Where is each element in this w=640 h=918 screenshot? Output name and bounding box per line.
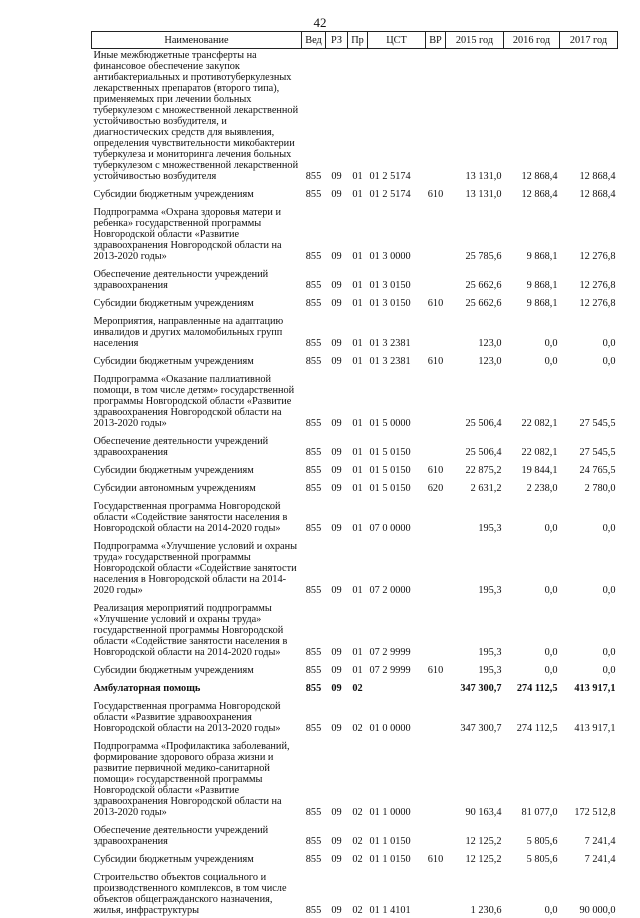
row-pr: 01 <box>348 202 368 264</box>
row-value-2017: 172 512,8 <box>560 736 618 820</box>
header-2016: 2016 год <box>504 32 560 49</box>
row-vr <box>426 496 446 536</box>
row-name: Обеспечение деятельности учреждений здравоохранения <box>92 431 302 460</box>
row-value-2015: 2 631,2 <box>446 478 504 496</box>
row-value-2016: 12 868,4 <box>504 184 560 202</box>
row-pr: 02 <box>348 849 368 867</box>
row-value-2015: 123,0 <box>446 351 504 369</box>
row-ved: 855 <box>302 369 326 431</box>
row-pr: 01 <box>348 311 368 351</box>
table-row <box>92 660 618 678</box>
header-ved: Вед <box>302 32 326 49</box>
row-rz: 09 <box>326 264 348 293</box>
row-value-2015: 123,0 <box>446 311 504 351</box>
row-vr <box>426 369 446 431</box>
row-value-2016: 12 868,4 <box>504 49 560 185</box>
table-row <box>92 202 618 264</box>
row-cst: 01 3 0150 <box>368 293 426 311</box>
row-cst: 07 2 9999 <box>368 660 426 678</box>
row-name: Подпрограмма «Профилактика заболеваний, формирование здорового образа жизни и развитие первичной медико-санитарной помощи» государственной программы Новгородской области «Развитие здравоохранения Новгородской области на 2013-2020 годы» <box>92 736 302 820</box>
row-ved: 855 <box>302 311 326 351</box>
header-2015: 2015 год <box>446 32 504 49</box>
row-value-2015: 25 662,6 <box>446 264 504 293</box>
header-rz: РЗ <box>326 32 348 49</box>
budget-table <box>91 31 618 918</box>
row-pr: 01 <box>348 351 368 369</box>
row-ved: 855 <box>302 867 326 918</box>
row-name: Субсидии бюджетным учреждениям <box>92 293 302 311</box>
row-value-2017: 12 276,8 <box>560 202 618 264</box>
row-value-2017: 12 868,4 <box>560 49 618 185</box>
row-rz: 09 <box>326 536 348 598</box>
row-pr: 01 <box>348 478 368 496</box>
row-value-2016: 5 805,6 <box>504 849 560 867</box>
row-rz: 09 <box>326 311 348 351</box>
row-vr <box>426 264 446 293</box>
table-row <box>92 431 618 460</box>
row-vr: 610 <box>426 849 446 867</box>
table-body <box>92 49 618 918</box>
row-value-2016: 9 868,1 <box>504 264 560 293</box>
row-value-2017: 12 276,8 <box>560 264 618 293</box>
row-pr: 01 <box>348 369 368 431</box>
row-vr: 610 <box>426 660 446 678</box>
row-value-2017: 0,0 <box>560 598 618 660</box>
row-ved: 855 <box>302 184 326 202</box>
row-cst: 01 5 0150 <box>368 431 426 460</box>
row-rz: 09 <box>326 431 348 460</box>
row-value-2016: 0,0 <box>504 598 560 660</box>
row-vr <box>426 598 446 660</box>
row-vr: 610 <box>426 460 446 478</box>
row-pr: 01 <box>348 598 368 660</box>
table-row <box>92 496 618 536</box>
row-name: Реализация мероприятий подпрограммы «Улучшение условий и охраны труда» государственной программы Новгородской области «Содействие занятости населения в Новгородской области на 2014-2020 годы» <box>92 598 302 660</box>
table-row <box>92 736 618 820</box>
row-name: Подпрограмма «Оказание паллиативной помощи, в том числе детям» государственной программы Новгородской области «Развитие здравоохранения Новгородской области на 2013-2020 годы» <box>92 369 302 431</box>
table-row <box>92 369 618 431</box>
row-ved: 855 <box>302 351 326 369</box>
row-vr: 620 <box>426 478 446 496</box>
row-name: Государственная программа Новгородской области «Содействие занятости населения в Новгородской области на 2014-2020 годы» <box>92 496 302 536</box>
row-value-2016: 0,0 <box>504 536 560 598</box>
row-rz: 09 <box>326 184 348 202</box>
row-value-2016: 0,0 <box>504 351 560 369</box>
row-vr <box>426 696 446 736</box>
row-pr: 02 <box>348 678 368 696</box>
row-value-2015: 347 300,7 <box>446 678 504 696</box>
row-value-2017: 413 917,1 <box>560 678 618 696</box>
row-value-2016: 274 112,5 <box>504 678 560 696</box>
row-value-2015: 195,3 <box>446 660 504 678</box>
table-row <box>92 820 618 849</box>
row-value-2017: 413 917,1 <box>560 696 618 736</box>
row-rz: 09 <box>326 736 348 820</box>
row-name: Строительство объектов социального и производственного комплексов, в том числе объектов общегражданского назначения, жилья, инфраструктуры <box>92 867 302 918</box>
row-vr <box>426 736 446 820</box>
row-rz: 09 <box>326 49 348 185</box>
row-value-2015: 195,3 <box>446 536 504 598</box>
row-vr: 610 <box>426 184 446 202</box>
row-cst: 01 5 0000 <box>368 369 426 431</box>
row-pr: 02 <box>348 820 368 849</box>
row-value-2017: 24 765,5 <box>560 460 618 478</box>
row-value-2017: 0,0 <box>560 536 618 598</box>
row-value-2017: 0,0 <box>560 496 618 536</box>
row-cst: 01 3 2381 <box>368 351 426 369</box>
row-pr: 01 <box>348 49 368 185</box>
table-row <box>92 478 618 496</box>
row-vr <box>426 431 446 460</box>
row-ved: 855 <box>302 849 326 867</box>
table-row <box>92 536 618 598</box>
row-cst: 01 3 2381 <box>368 311 426 351</box>
row-cst: 07 0 0000 <box>368 496 426 536</box>
row-value-2015: 195,3 <box>446 496 504 536</box>
row-cst: 01 1 0150 <box>368 820 426 849</box>
row-rz: 09 <box>326 478 348 496</box>
row-rz: 09 <box>326 678 348 696</box>
row-value-2016: 0,0 <box>504 660 560 678</box>
row-ved: 855 <box>302 478 326 496</box>
row-rz: 09 <box>326 460 348 478</box>
row-value-2017: 0,0 <box>560 351 618 369</box>
header-name: Наименование <box>92 32 302 49</box>
row-value-2015: 12 125,2 <box>446 820 504 849</box>
row-cst: 01 3 0150 <box>368 264 426 293</box>
row-vr <box>426 49 446 185</box>
row-name: Субсидии бюджетным учреждениям <box>92 351 302 369</box>
table-row <box>92 849 618 867</box>
row-name: Государственная программа Новгородской области «Развитие здравоохранения Новгородской области на 2013-2020 годы» <box>92 696 302 736</box>
row-name: Мероприятия, направленные на адаптацию инвалидов и других маломобильных групп населения <box>92 311 302 351</box>
row-value-2017: 12 276,8 <box>560 293 618 311</box>
row-value-2016: 5 805,6 <box>504 820 560 849</box>
row-name: Подпрограмма «Охрана здоровья матери и ребенка» государственной программы Новгородской области «Развитие здравоохранения Новгородской области на 2013-2020 годы» <box>92 202 302 264</box>
row-ved: 855 <box>302 536 326 598</box>
table-row <box>92 351 618 369</box>
row-value-2017: 90 000,0 <box>560 867 618 918</box>
row-value-2015: 195,3 <box>446 598 504 660</box>
row-vr <box>426 678 446 696</box>
row-value-2015: 12 125,2 <box>446 849 504 867</box>
row-rz: 09 <box>326 351 348 369</box>
row-value-2017: 7 241,4 <box>560 849 618 867</box>
row-ved: 855 <box>302 660 326 678</box>
row-rz: 09 <box>326 369 348 431</box>
row-value-2015: 1 230,6 <box>446 867 504 918</box>
row-vr <box>426 202 446 264</box>
row-rz: 09 <box>326 867 348 918</box>
row-ved: 855 <box>302 264 326 293</box>
row-rz: 09 <box>326 849 348 867</box>
row-name: Субсидии бюджетным учреждениям <box>92 660 302 678</box>
row-value-2016: 274 112,5 <box>504 696 560 736</box>
row-value-2017: 27 545,5 <box>560 369 618 431</box>
row-value-2016: 0,0 <box>504 311 560 351</box>
row-pr: 01 <box>348 293 368 311</box>
row-value-2015: 90 163,4 <box>446 736 504 820</box>
row-pr: 01 <box>348 460 368 478</box>
table-header-row <box>92 32 618 49</box>
row-pr: 02 <box>348 696 368 736</box>
row-value-2015: 13 131,0 <box>446 49 504 185</box>
row-value-2017: 27 545,5 <box>560 431 618 460</box>
table-row <box>92 184 618 202</box>
row-value-2016: 19 844,1 <box>504 460 560 478</box>
row-cst: 01 1 4101 <box>368 867 426 918</box>
table-row <box>92 867 618 918</box>
row-ved: 855 <box>302 431 326 460</box>
row-name: Амбулаторная помощь <box>92 678 302 696</box>
row-rz: 09 <box>326 660 348 678</box>
row-cst: 07 2 0000 <box>368 536 426 598</box>
table-row <box>92 460 618 478</box>
row-name: Субсидии бюджетным учреждениям <box>92 460 302 478</box>
row-ved: 855 <box>302 202 326 264</box>
row-value-2017: 0,0 <box>560 660 618 678</box>
row-cst: 01 1 0000 <box>368 736 426 820</box>
row-value-2017: 2 780,0 <box>560 478 618 496</box>
row-name: Иные межбюджетные трансферты на финансовое обеспечение закупок антибактериальных и противотуберкулезных лекарственных препаратов (второго типа), применяемых при лечении больных туберкулезом с множественной лекарственной устойчивостью возбудителя, и диагностических средств для выявления, определения чувствительности микобактерии туберкулеза и мониторинга лечения больных туберкулезом с множественной лекарственной устойчивостью возбудителя <box>92 49 302 185</box>
row-cst: 01 3 0000 <box>368 202 426 264</box>
row-value-2015: 13 131,0 <box>446 184 504 202</box>
row-value-2016: 22 082,1 <box>504 431 560 460</box>
row-name: Субсидии бюджетным учреждениям <box>92 849 302 867</box>
table-row <box>92 311 618 351</box>
row-pr: 01 <box>348 431 368 460</box>
row-value-2015: 25 506,4 <box>446 431 504 460</box>
row-name: Обеспечение деятельности учреждений здравоохранения <box>92 264 302 293</box>
row-ved: 855 <box>302 736 326 820</box>
page-number: 42 <box>0 15 640 31</box>
table-row <box>92 264 618 293</box>
row-name: Субсидии автономным учреждениям <box>92 478 302 496</box>
row-rz: 09 <box>326 696 348 736</box>
row-cst: 01 5 0150 <box>368 478 426 496</box>
row-rz: 09 <box>326 820 348 849</box>
row-value-2017: 7 241,4 <box>560 820 618 849</box>
row-cst: 01 2 5174 <box>368 49 426 185</box>
row-cst: 01 1 0150 <box>368 849 426 867</box>
row-vr <box>426 820 446 849</box>
row-cst: 01 5 0150 <box>368 460 426 478</box>
row-pr: 01 <box>348 536 368 598</box>
row-value-2016: 2 238,0 <box>504 478 560 496</box>
row-pr: 01 <box>348 184 368 202</box>
header-cst: ЦСТ <box>368 32 426 49</box>
row-ved: 855 <box>302 696 326 736</box>
row-ved: 855 <box>302 678 326 696</box>
row-cst <box>368 678 426 696</box>
row-pr: 01 <box>348 264 368 293</box>
table-row <box>92 598 618 660</box>
row-rz: 09 <box>326 202 348 264</box>
header-2017: 2017 год <box>560 32 618 49</box>
row-value-2015: 25 785,6 <box>446 202 504 264</box>
row-cst: 01 0 0000 <box>368 696 426 736</box>
header-vr: ВР <box>426 32 446 49</box>
row-name: Обеспечение деятельности учреждений здравоохранения <box>92 820 302 849</box>
row-value-2016: 81 077,0 <box>504 736 560 820</box>
row-value-2016: 9 868,1 <box>504 202 560 264</box>
row-value-2017: 0,0 <box>560 311 618 351</box>
row-ved: 855 <box>302 460 326 478</box>
row-value-2015: 25 662,6 <box>446 293 504 311</box>
row-name: Субсидии бюджетным учреждениям <box>92 184 302 202</box>
row-value-2015: 25 506,4 <box>446 369 504 431</box>
row-ved: 855 <box>302 598 326 660</box>
row-ved: 855 <box>302 496 326 536</box>
row-vr: 610 <box>426 351 446 369</box>
row-name: Подпрограмма «Улучшение условий и охраны труда» государственной программы Новгородской области «Содействие занятости населения в Новгородской области на 2014-2020 годы» <box>92 536 302 598</box>
row-value-2017: 12 868,4 <box>560 184 618 202</box>
row-vr: 610 <box>426 293 446 311</box>
row-vr <box>426 867 446 918</box>
row-pr: 01 <box>348 496 368 536</box>
row-rz: 09 <box>326 598 348 660</box>
row-cst: 01 2 5174 <box>368 184 426 202</box>
table-row <box>92 49 618 185</box>
row-ved: 855 <box>302 820 326 849</box>
row-value-2015: 347 300,7 <box>446 696 504 736</box>
row-value-2015: 22 875,2 <box>446 460 504 478</box>
table-row <box>92 678 618 696</box>
row-ved: 855 <box>302 49 326 185</box>
row-pr: 02 <box>348 736 368 820</box>
row-cst: 07 2 9999 <box>368 598 426 660</box>
row-pr: 01 <box>348 660 368 678</box>
table-row <box>92 696 618 736</box>
row-value-2016: 22 082,1 <box>504 369 560 431</box>
row-rz: 09 <box>326 293 348 311</box>
row-ved: 855 <box>302 293 326 311</box>
row-pr: 02 <box>348 867 368 918</box>
table-row <box>92 293 618 311</box>
header-pr: Пр <box>348 32 368 49</box>
row-value-2016: 9 868,1 <box>504 293 560 311</box>
row-vr <box>426 311 446 351</box>
row-rz: 09 <box>326 496 348 536</box>
row-value-2016: 0,0 <box>504 867 560 918</box>
row-value-2016: 0,0 <box>504 496 560 536</box>
row-vr <box>426 536 446 598</box>
